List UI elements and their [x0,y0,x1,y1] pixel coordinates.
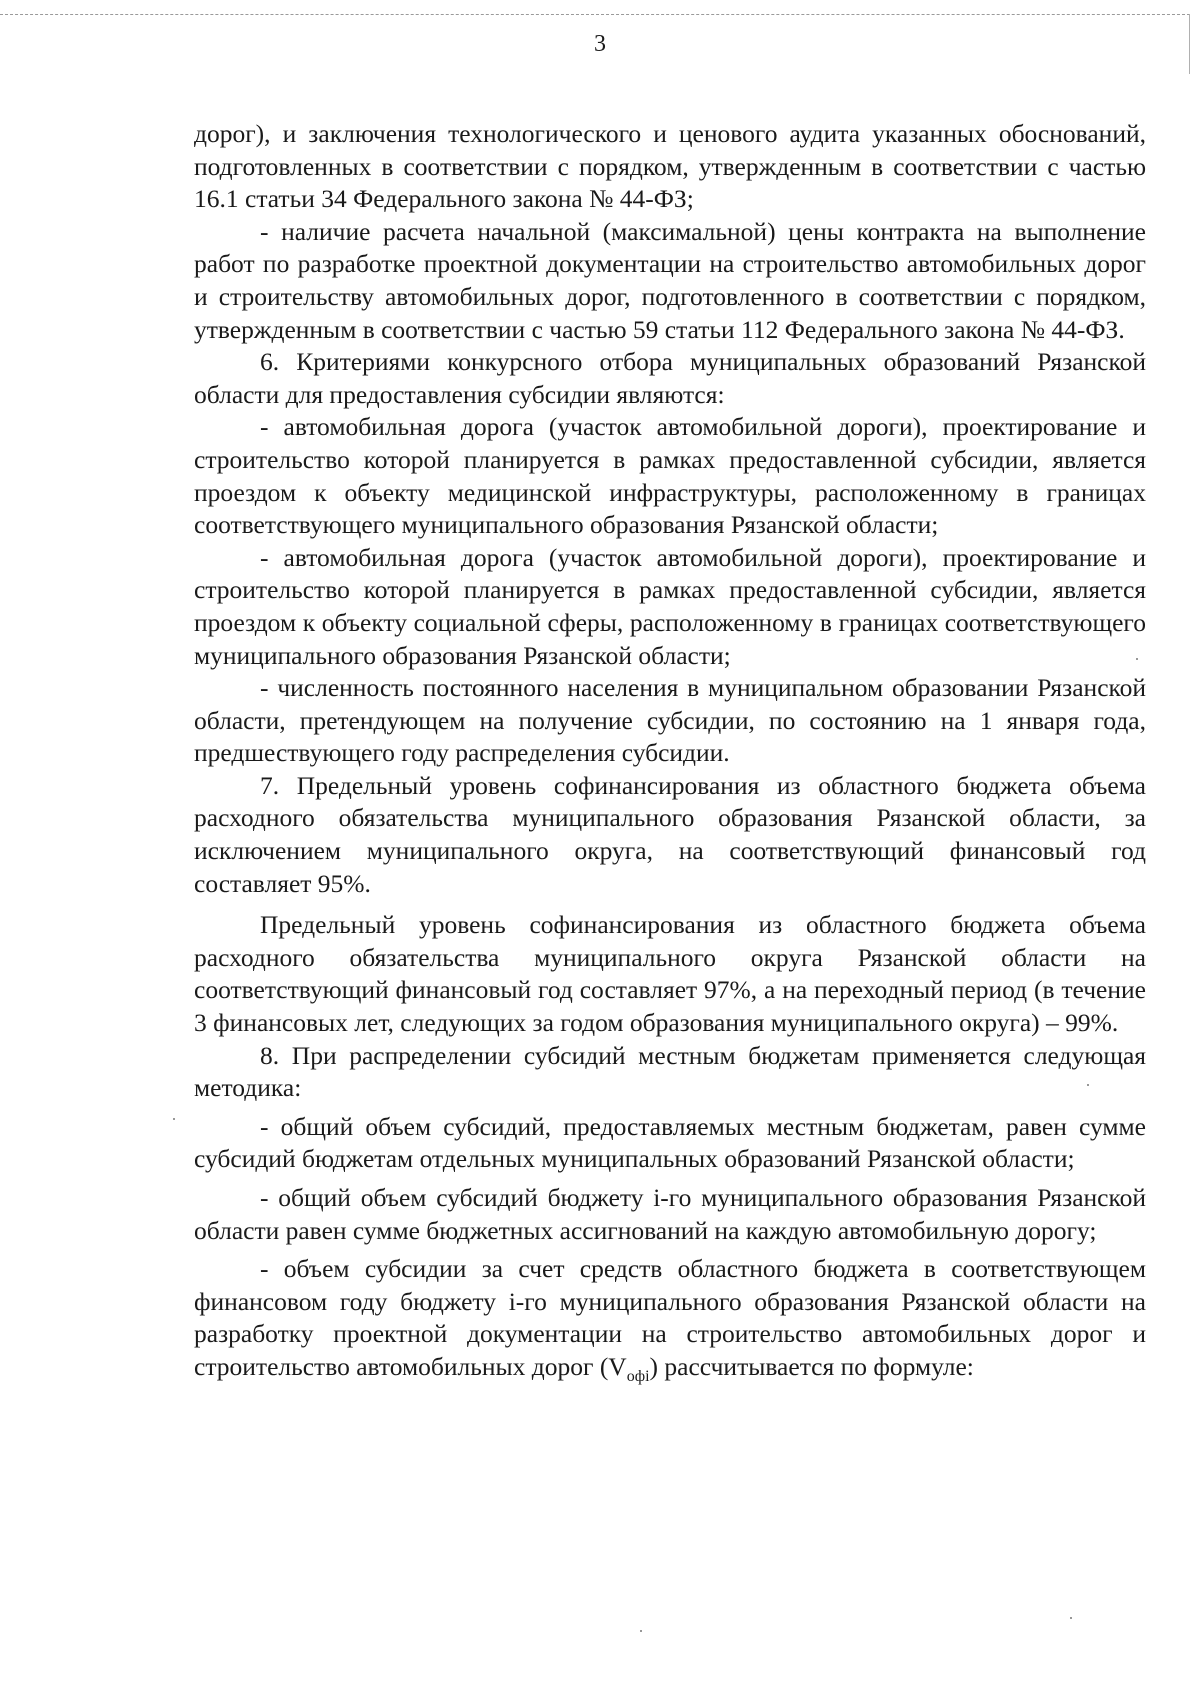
paragraph-section-7: 7. Предельный уровень софинансирования из областного бюджета объема расходного обязательства муниципального образования Рязанской области, за исключением муниципального округа, на соответствующий финансовый год составляет 95%. [194,770,1146,898]
paragraph-list-item: - численность постоянного населения в муниципальном образовании Рязанской области, претендующем на получение субсидии, по состоянию на 1 января года, предшествующего году распределения субсидии. [194,673,1146,768]
formula-open: (V [599,1351,627,1381]
paragraph-section-8: 8. При распределении субсидий местным бюджетам применяется следующая методика: [194,1040,1146,1103]
paragraph-section-6: 6. Критериями конкурсного отбора муниципальных образований Рязанской области для предоставления субсидии являются: [194,347,1146,409]
scan-speck [173,1118,175,1120]
formula-subscript: офi [626,1368,650,1386]
paragraph-list-item: - автомобильная дорога (участок автомобильной дороги), проектирование и строительство которой планируется в рамках предоставленной субсидии, является проездом к объекту социальной сферы, расположенному в границах соответствующего муниципального образования Рязанской области; [194,542,1146,670]
paragraph-text: Предельный уровень софинансирования из областного бюджета объема расходного обязательства муниципального округа Рязанской области на соответствующий финансовый год составляет 97%, а на переходный период (в течение 3 финансовых лет, следующих за годом образования муниципального округа) – 99%. [194,910,1146,1038]
scan-speck [1070,1617,1072,1619]
scan-speck [1136,658,1138,660]
paragraph-text-span: - объем субсидии за счет средств областного бюджета в соответствующем финансовом году бюджету i-го муниципального образования Рязанской области на разработку проектной документации на строительство автомобильных дорог и строительство автомобильных дорог [194,1254,1146,1381]
scan-speck [640,1630,642,1632]
paragraph-list-item: - автомобильная дорога (участок автомобильной дороги), проектирование и строительство которой планируется в рамках предоставленной субсидии, является проездом к объекту медицинской инфраструктуры, расположенному в границах соответствующего муниципального образования Рязанской области; [194,412,1146,540]
scan-edge-top [0,14,1190,15]
paragraph-continuation: дорог), и заключения технологического и ценового аудита указанных обоснований, подготовленных в соответствии с порядком, утвержденным в соответствии с частью 16.1 статьи 34 Федерального закона № 44-ФЗ; [194,119,1146,214]
formula-close: ) рассчитывается по формуле: [649,1351,974,1381]
paragraph-list-item: - общий объем субсидий бюджету i-го муниципального образования Рязанской области равен сумме бюджетных ассигнований на каждую автомобильную дорогу; [194,1183,1146,1245]
document-body [194,118,1146,1384]
page-number: 3 [594,31,606,57]
scan-speck [1087,1084,1089,1086]
paragraph-list-item: - общий объем субсидий, предоставляемых местным бюджетам, равен сумме субсидий бюджетам отдельных муниципальных образований Рязанской области; [194,1111,1146,1174]
paragraph-list-item: - наличие расчета начальной (максимальной) цены контракта на выполнение работ по разработке проектной документации на строительство автомобильных дорог и строительству автомобильных дорог, подготовленного в соответствии с порядком, утвержденным в соответствии с частью 59 статьи 112 Федерального закона № 44-ФЗ. [194,216,1146,344]
paragraph-list-item [194,1253,1146,1386]
